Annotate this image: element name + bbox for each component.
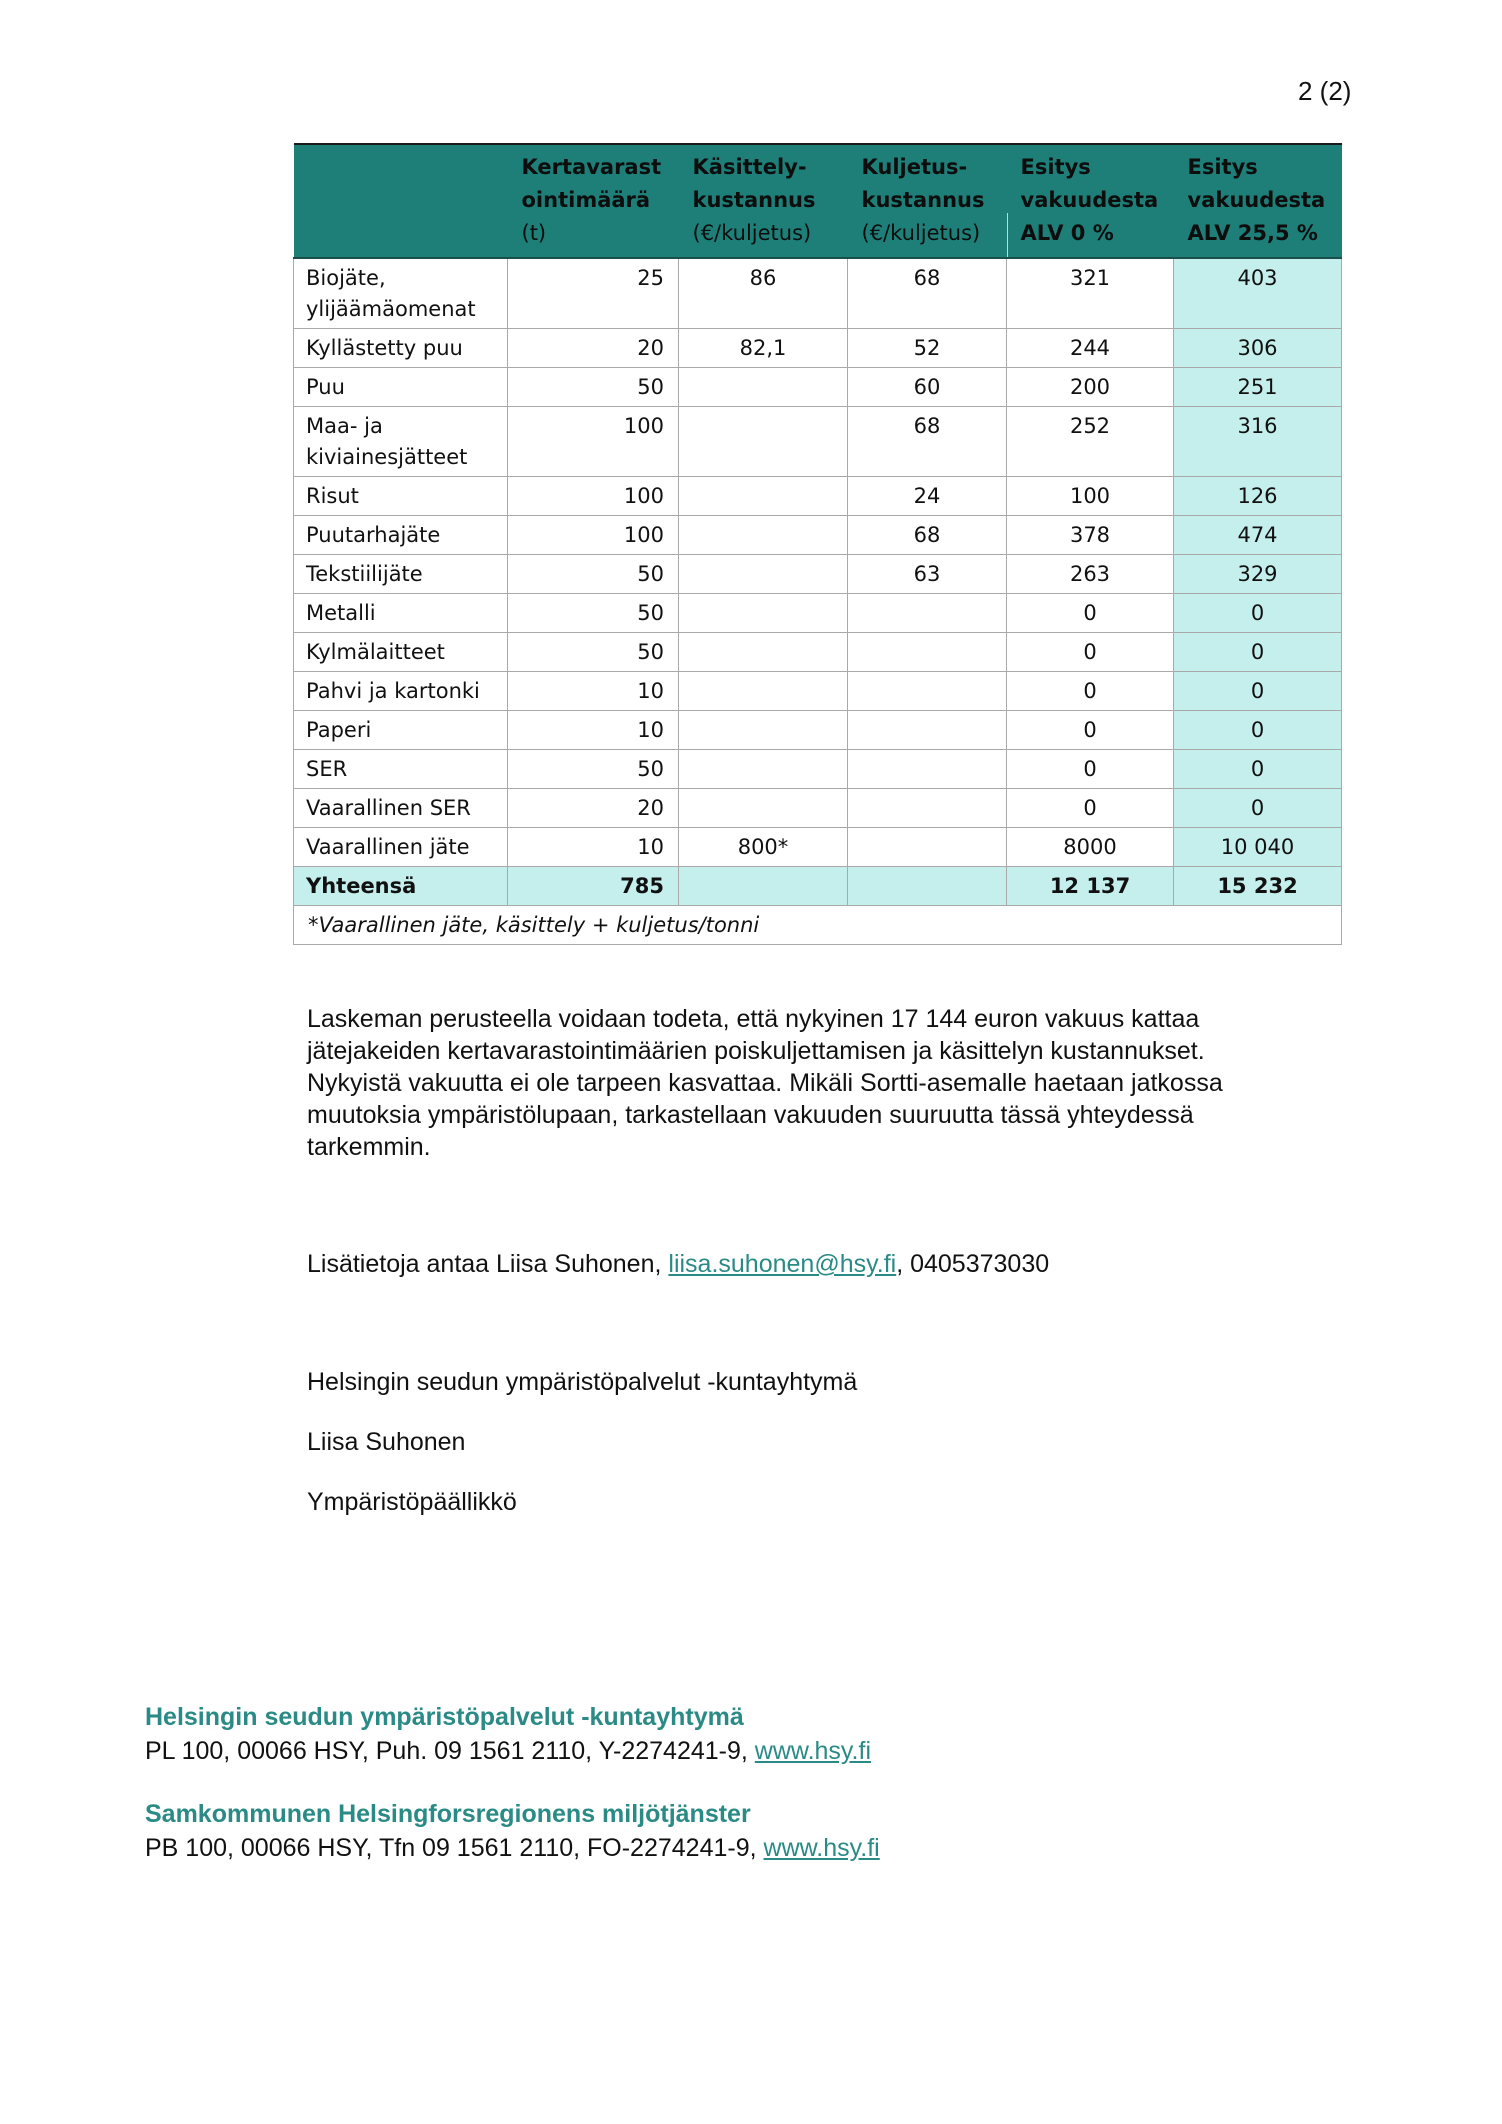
total-label: Yhteensä: [294, 867, 508, 906]
alv255-cell: 316: [1174, 407, 1342, 477]
alv255-cell: 0: [1174, 789, 1342, 828]
waste-type-cell: SER: [294, 750, 508, 789]
amount-cell: 100: [508, 477, 679, 516]
total-alv0: 12 137: [1007, 867, 1174, 906]
table-row: [294, 368, 1342, 407]
transport-cell: 68: [848, 407, 1007, 477]
page-number: 2 (2): [1298, 76, 1352, 106]
alv0-cell: 263: [1007, 555, 1174, 594]
transport-cell: 52: [848, 329, 1007, 368]
transport-cell: [848, 633, 1007, 672]
table-row: [294, 750, 1342, 789]
waste-type-cell: Paperi: [294, 711, 508, 750]
transport-cell: [848, 672, 1007, 711]
footer-title-fi: Helsingin seudun ympäristöpalvelut -kuntayhtymä: [145, 1703, 744, 1731]
alv255-cell: 0: [1174, 594, 1342, 633]
table-row: [294, 672, 1342, 711]
table-row: [294, 789, 1342, 828]
handling-cell: [679, 750, 848, 789]
conclusion-paragraph: Laskeman perusteella voidaan todeta, että nykyinen 17 144 euron vakuus kattaa jätejakeiden kertavarastointimäärien poiskuljettamisen ja käsittelyn kustannukset. Nykyistä vakuutta ei ole tarpeen kasvattaa. Mikäli Sortti-asemalle haetaan jatkossa muutoksia ympäristölupaan, tarkastellaan vakuuden suuruutta tässä yhteydessä tarkemmin.: [307, 1005, 1223, 1161]
alv255-cell: 0: [1174, 750, 1342, 789]
waste-type-cell: Risut: [294, 477, 508, 516]
table-row: [294, 555, 1342, 594]
table-header-row: [294, 144, 1342, 258]
amount-cell: 50: [508, 368, 679, 407]
transport-cell: [848, 789, 1007, 828]
total-alv255: 15 232: [1174, 867, 1342, 906]
waste-type-cell: Maa- ja kiviainesjätteet: [294, 407, 508, 477]
signature-title: Ympäristöpäällikkö: [307, 1488, 517, 1516]
alv255-cell: 10 040: [1174, 828, 1342, 867]
website-link-fi[interactable]: www.hsy.fi: [754, 1737, 872, 1765]
alv255-cell: 0: [1174, 711, 1342, 750]
header-transport-cost: Kuljetus- kustannus (€/kuljetus): [848, 144, 1007, 258]
footer-address-fi: PL 100, 00066 HSY, Puh. 09 1561 2110, Y-2274241-9, www.hsy.fi: [145, 1737, 872, 1765]
alv255-cell: 0: [1174, 633, 1342, 672]
transport-cell: 63: [848, 555, 1007, 594]
table-row: [294, 258, 1342, 329]
alv0-cell: 244: [1007, 329, 1174, 368]
transport-cell: 68: [848, 516, 1007, 555]
alv0-cell: 378: [1007, 516, 1174, 555]
alv255-cell: 126: [1174, 477, 1342, 516]
amount-cell: 100: [508, 407, 679, 477]
signature-name: Liisa Suhonen: [307, 1428, 466, 1456]
alv0-cell: 0: [1007, 594, 1174, 633]
alv0-cell: 252: [1007, 407, 1174, 477]
footnote-row: [294, 906, 1342, 945]
amount-cell: 50: [508, 555, 679, 594]
alv255-cell: 403: [1174, 258, 1342, 329]
waste-type-cell: Tekstiilijäte: [294, 555, 508, 594]
header-storage-amount: Kertavarast ointimäärä (t): [508, 144, 679, 258]
handling-cell: [679, 711, 848, 750]
alv0-cell: 100: [1007, 477, 1174, 516]
contact-prefix: Lisätietoja antaa Liisa Suhonen,: [307, 1250, 669, 1278]
footer-title-sv: Samkommunen Helsingforsregionens miljötjänster: [145, 1800, 751, 1828]
handling-cell: 82,1: [679, 329, 848, 368]
handling-cell: 86: [679, 258, 848, 329]
amount-cell: 10: [508, 711, 679, 750]
waste-type-cell: Pahvi ja kartonki: [294, 672, 508, 711]
header-waste-type: [294, 144, 508, 258]
transport-cell: [848, 711, 1007, 750]
alv255-cell: 251: [1174, 368, 1342, 407]
total-row: [294, 867, 1342, 906]
alv0-cell: 321: [1007, 258, 1174, 329]
footer-finnish: [145, 1700, 871, 1768]
amount-cell: 50: [508, 633, 679, 672]
footer-address-sv: PB 100, 00066 HSY, Tfn 09 1561 2110, FO-2274241-9, www.hsy.fi: [145, 1834, 880, 1862]
alv0-cell: 8000: [1007, 828, 1174, 867]
footer-swedish: [145, 1797, 880, 1865]
amount-cell: 10: [508, 672, 679, 711]
table-row: [294, 594, 1342, 633]
waste-type-cell: Biojäte, ylijäämäomenat: [294, 258, 508, 329]
handling-cell: [679, 789, 848, 828]
table-row: [294, 407, 1342, 477]
handling-cell: [679, 516, 848, 555]
waste-type-cell: Kylmälaitteet: [294, 633, 508, 672]
waste-type-cell: Puutarhajäte: [294, 516, 508, 555]
amount-cell: 20: [508, 789, 679, 828]
transport-cell: 60: [848, 368, 1007, 407]
total-handling: [679, 867, 848, 906]
security-cost-table: [293, 143, 1342, 945]
alv0-cell: 0: [1007, 750, 1174, 789]
handling-cell: [679, 594, 848, 633]
amount-cell: 25: [508, 258, 679, 329]
alv0-cell: 200: [1007, 368, 1174, 407]
contact-line: [307, 1248, 1049, 1280]
alv0-cell: 0: [1007, 633, 1174, 672]
waste-type-cell: Kyllästetty puu: [294, 329, 508, 368]
alv0-cell: 0: [1007, 789, 1174, 828]
amount-cell: 50: [508, 750, 679, 789]
waste-type-cell: Metalli: [294, 594, 508, 633]
contact-phone: , 0405373030: [896, 1250, 1050, 1278]
footnote-text: *Vaarallinen jäte, käsittely + kuljetus/tonni: [294, 906, 1342, 945]
transport-cell: [848, 828, 1007, 867]
handling-cell: 800*: [679, 828, 848, 867]
amount-cell: 50: [508, 594, 679, 633]
header-security-alv0: Esitys vakuudesta ALV 0 %: [1007, 144, 1174, 258]
total-transport: [848, 867, 1007, 906]
signature-organization: Helsingin seudun ympäristöpalvelut -kuntayhtymä: [307, 1368, 858, 1396]
amount-cell: 10: [508, 828, 679, 867]
transport-cell: [848, 594, 1007, 633]
handling-cell: [679, 633, 848, 672]
table-row: [294, 828, 1342, 867]
email-link[interactable]: liisa.suhonen@hsy.fi: [668, 1250, 897, 1278]
handling-cell: [679, 368, 848, 407]
handling-cell: [679, 477, 848, 516]
table-row: [294, 477, 1342, 516]
alv255-cell: 306: [1174, 329, 1342, 368]
table-row: [294, 633, 1342, 672]
total-amount: 785: [508, 867, 679, 906]
transport-cell: [848, 750, 1007, 789]
waste-type-cell: Puu: [294, 368, 508, 407]
handling-cell: [679, 555, 848, 594]
table-row: [294, 711, 1342, 750]
alv0-cell: 0: [1007, 711, 1174, 750]
header-security-alv255: Esitys vakuudesta ALV 25,5 %: [1174, 144, 1342, 258]
amount-cell: 100: [508, 516, 679, 555]
alv0-cell: 0: [1007, 672, 1174, 711]
table-row: [294, 329, 1342, 368]
handling-cell: [679, 407, 848, 477]
alv255-cell: 474: [1174, 516, 1342, 555]
waste-type-cell: Vaarallinen jäte: [294, 828, 508, 867]
table-row: [294, 516, 1342, 555]
waste-type-cell: Vaarallinen SER: [294, 789, 508, 828]
transport-cell: 24: [848, 477, 1007, 516]
handling-cell: [679, 672, 848, 711]
alv255-cell: 0: [1174, 672, 1342, 711]
alv255-cell: 329: [1174, 555, 1342, 594]
header-handling-cost: Käsittely- kustannus (€/kuljetus): [679, 144, 848, 258]
amount-cell: 20: [508, 329, 679, 368]
website-link-sv[interactable]: www.hsy.fi: [763, 1834, 880, 1862]
transport-cell: 68: [848, 258, 1007, 329]
